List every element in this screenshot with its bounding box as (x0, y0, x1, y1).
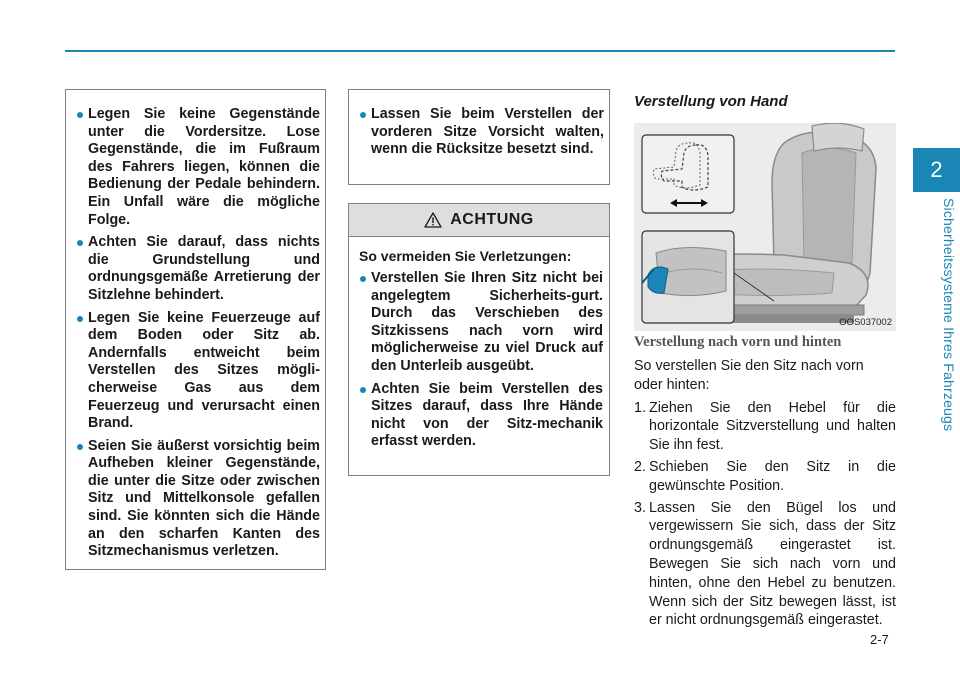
bullet-icon (360, 276, 366, 282)
list-item-text: Legen Sie keine Gegenstände unter die Vordersitze. Lose Gegenstände, die im Fußraum des Fahrers liegen, können die Bedienung der Pedale behindern. Ein Unfall wäre die mögliche Folge. (88, 106, 320, 228)
warning-box (348, 203, 610, 476)
step-number: 2. (634, 458, 646, 475)
list-item-text: Legen Sie keine Feuerzeuge auf dem Boden oder Sitz ab. Andernfalls entweicht beim Verstellen des Sitzes mögli-cherweise Gas aus dem Feuerzeug und verursacht einen Brand. (88, 309, 320, 432)
top-rule (65, 50, 895, 52)
mid-caution-box (348, 89, 610, 185)
list-item-text: Lassen Sie beim Verstellen der vorderen Sitze Vorsicht walten, wenn die Rücksitze besetzt sind. (371, 106, 604, 158)
mid-caution-list (350, 106, 604, 159)
warning-title: ACHTUNG (450, 211, 534, 228)
step-item (634, 499, 896, 631)
step-text: Ziehen Sie den Hebel für die horizontale Sitzverstellung und halten Sie ihn fest. (649, 399, 896, 454)
step-number: 3. (634, 499, 646, 516)
list-item (67, 234, 320, 304)
step-number: 1. (634, 399, 646, 416)
seat-adjustment-figure (634, 123, 896, 331)
page-number: 2-7 (870, 632, 889, 647)
warning-intro: So vermeiden Sie Verletzungen: (359, 248, 572, 264)
bullet-icon (360, 112, 366, 118)
step-item (634, 399, 896, 455)
list-item (350, 270, 603, 376)
seat-illustration (634, 123, 896, 331)
section-title: Verstellung von Hand (634, 93, 788, 110)
list-item (350, 381, 603, 451)
bullet-icon (77, 444, 83, 450)
warning-triangle-icon (424, 212, 442, 228)
list-item (350, 106, 604, 159)
figure-caption: Verstellung nach vorn und hinten (634, 334, 842, 350)
warning-list (349, 270, 609, 451)
left-caution-box (65, 89, 326, 570)
list-item (67, 438, 320, 561)
list-item-text: Achten Sie beim Verstellen des Sitzes darauf, dass Ihre Hände nicht von der Sitz-mechanik erfasst werden. (371, 380, 603, 450)
steps-list (634, 399, 896, 631)
step-item (634, 458, 896, 496)
bullet-icon (77, 112, 83, 118)
figure-code: OOS037002 (839, 317, 892, 328)
list-item-text: Verstellen Sie Ihren Sitz nicht bei angelegtem Sicherheits-gurt. Durch das Verschieben des Sitzkissens nach vorn wird möglicherweise zu viel Druck auf den Unterleib ausgeübt. (371, 270, 603, 374)
list-item (67, 106, 320, 229)
list-item-text: Seien Sie äußerst vorsichtig beim Aufheben kleiner Gegenstände, die unter die Sitze oder zwischen Sitz und Mittelkonsole gefallen sind. Sie könnten sich die Hände an den scharfen Kanten des Sitzmechanismus verletzen. (88, 437, 320, 560)
bullet-icon (77, 240, 83, 246)
instructions (634, 357, 896, 633)
bullet-icon (360, 387, 366, 393)
chapter-number-tab: 2 (913, 148, 960, 192)
chapter-title: Sicherheitssysteme Ihres Fahrzeugs (941, 198, 957, 432)
left-caution-list (67, 106, 320, 561)
list-item-text: Achten Sie darauf, dass nichts die Grundstellung und ordnungsgemäße Arretierung der Sitzlehne behindert. (88, 234, 320, 303)
list-item (67, 310, 320, 433)
step-text: Schieben Sie den Sitz in die gewünschte Position. (649, 458, 896, 494)
step-text: Lassen Sie den Bügel los und vergewissern Sie sich, dass der Sitz ordnungsgemäß eingerastet ist. Bewegen Sie sich nach vorn und hinten, ohne den Hebel zu benutzen. Wenn sich der Sitz bewegen lässt, ist er nicht ordnungsgemäß eingerastet. (649, 499, 896, 629)
instructions-intro: So verstellen Sie den Sitz nach vorn oder hinten: (634, 358, 864, 393)
warning-header (349, 204, 609, 237)
bullet-icon (77, 316, 83, 322)
